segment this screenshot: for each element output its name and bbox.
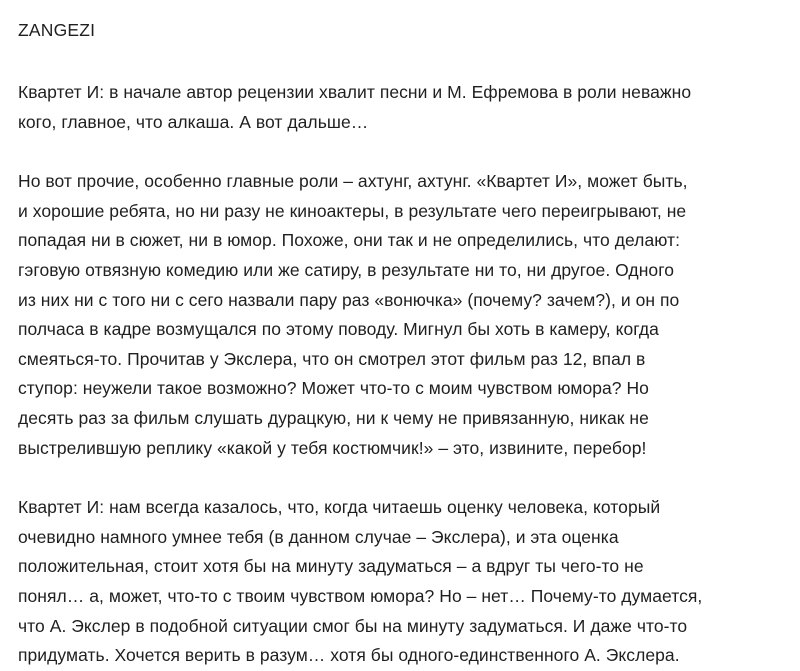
text-line: Квартет И: нам всегда казалось, что, когда читаешь оценку человека, который: [18, 497, 661, 518]
text-line: смеяться-то. Прочитав у Экслера, что он смотрел этот фильм раз 12, впал в: [18, 348, 646, 369]
text-line: что А. Экслер в подобной ситуации смог бы на минуту задуматься. И даже что-то: [18, 615, 688, 636]
text-line: из них ни с того ни с сего назвали пару раз «вонючка» (почему? зачем?), и он по: [18, 289, 680, 310]
text-line: полчаса в кадре возмущался по этому поводу. Мигнул бы хоть в камеру, когда: [18, 319, 659, 340]
text-line: ступор: неужели такое возможно? Может что-то с моим чувством юмора? Но: [18, 378, 649, 399]
text-line: Квартет И: в начале автор рецензии хвалит песни и М. Ефремова в роли неважно: [18, 82, 692, 102]
text-line: понял… а, может, что-то с твоим чувством юмора? Но – нет… Почему-то думается,: [18, 585, 703, 606]
paragraph-2: [18, 167, 782, 463]
post-author: ZANGEZI: [18, 20, 96, 40]
text-line: десять раз за фильм слушать дурацкую, ни к чему не привязанную, никак не: [18, 407, 649, 428]
text-line: очевидно намного умнее тебя (в данном случае – Экслера), и эта оценка: [18, 526, 619, 547]
text-line: придумать. Хочется верить в разум… хотя бы одного-единственного А. Экслера.: [18, 645, 680, 666]
paragraph-1: [18, 78, 782, 137]
text-line: гэговую отвязную комедию или же сатиру, в результате ни то, ни другое. Одного: [18, 259, 675, 280]
text-line: попадая ни в сюжет, ни в юмор. Похоже, они так и не определились, что делают:: [18, 230, 680, 251]
text-line: кого, главное, что алкаша. А вот дальше…: [18, 111, 369, 132]
text-line: положительная, стоит хотя бы на минуту задуматься – а вдруг ты чего-то не: [18, 556, 644, 577]
text-line: Но вот прочие, особенно главные роли – ахтунг, ахтунг. «Квартет И», может быть,: [18, 171, 688, 192]
paragraph-3: [18, 493, 782, 671]
text-line: и хорошие ребята, но ни разу не киноактеры, в результате чего переигрывают, не: [18, 200, 687, 221]
text-line: выстрелившую реплику «какой у тебя костюмчик!» – это, извините, перебор!: [18, 437, 647, 458]
